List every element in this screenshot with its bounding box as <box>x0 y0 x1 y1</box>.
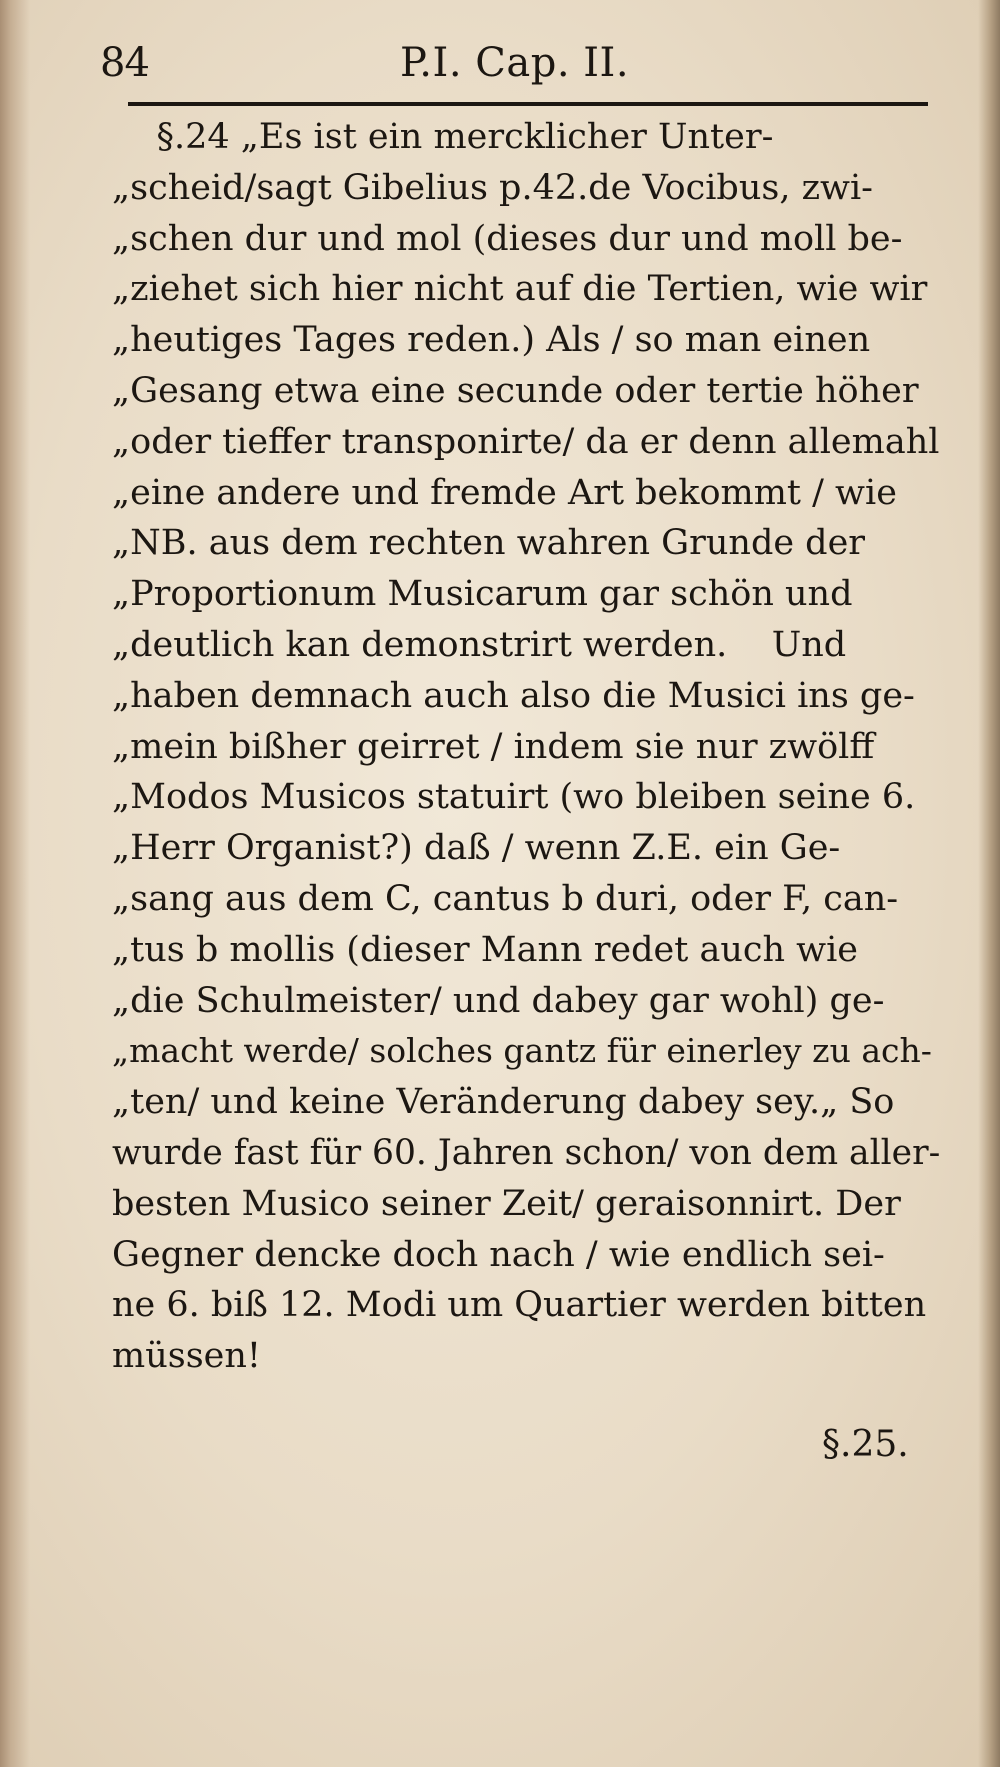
text-line: „ziehet sich hier nicht auf die Tertien, wie wir <box>112 269 928 310</box>
body-text <box>112 112 942 1382</box>
text-line: „eine andere und fremde Art bekommt / wie <box>112 472 897 513</box>
text-line: „mein bißher geirret / indem sie nur zwölff <box>112 726 875 767</box>
text-line: „heutiges Tages reden.) Als / so man einen <box>112 320 871 361</box>
text-line: „ten/ und keine Veränderung dabey sey.„ So <box>112 1082 895 1123</box>
page-right-edge <box>978 0 1000 1767</box>
text-line: „scheid/sagt Gibelius p.42.de Vocibus, zwi- <box>112 167 873 208</box>
text-line: „Gesang etwa eine secunde oder tertie höher <box>112 370 919 411</box>
text-line: „deutlich kan demonstrirt werden. Und <box>112 624 847 665</box>
catchword: §.25. <box>822 1424 909 1465</box>
text-line: „NB. aus dem rechten wahren Grunde der <box>112 523 866 564</box>
text-line: müssen! <box>112 1336 261 1377</box>
running-title: P.I. Cap. II. <box>400 40 630 86</box>
text-line: „sang aus dem C, cantus b duri, oder F, can- <box>112 878 899 919</box>
text-line: besten Musico seiner Zeit/ geraisonnirt. Der <box>112 1183 901 1224</box>
text-line: Gegner dencke doch nach / wie endlich sei- <box>112 1234 885 1275</box>
text-line: „tus b mollis (dieser Mann redet auch wie <box>112 929 858 970</box>
text-line: §.24 „Es ist ein mercklicher Unter- <box>112 117 774 157</box>
text-line: „Herr Organist?) daß / wenn Z.E. ein Ge- <box>112 828 841 869</box>
text-line: „oder tieffer transponirte/ da er denn allemahl <box>112 421 940 462</box>
text-line: „Modos Musicos statuirt (wo bleiben seine 6. <box>112 777 916 818</box>
text-line: „haben demnach auch also die Musici ins ge- <box>112 675 915 716</box>
page-header <box>100 38 930 88</box>
text-line: ne 6. biß 12. Modi um Quartier werden bitten <box>112 1285 927 1326</box>
text-line: „Proportionum Musicarum gar schön und <box>112 574 853 615</box>
text-line: „macht werde/ solches gantz für einerley zu ach- <box>112 1031 932 1071</box>
header-rule <box>128 102 928 106</box>
text-line: „die Schulmeister/ und dabey gar wohl) ge- <box>112 980 885 1021</box>
text-line: „schen dur und mol (dieses dur und moll be- <box>112 218 903 259</box>
text-line: wurde fast für 60. Jahren schon/ von dem aller- <box>112 1132 941 1173</box>
page-left-edge <box>0 0 30 1767</box>
page-number: 84 <box>100 40 149 86</box>
